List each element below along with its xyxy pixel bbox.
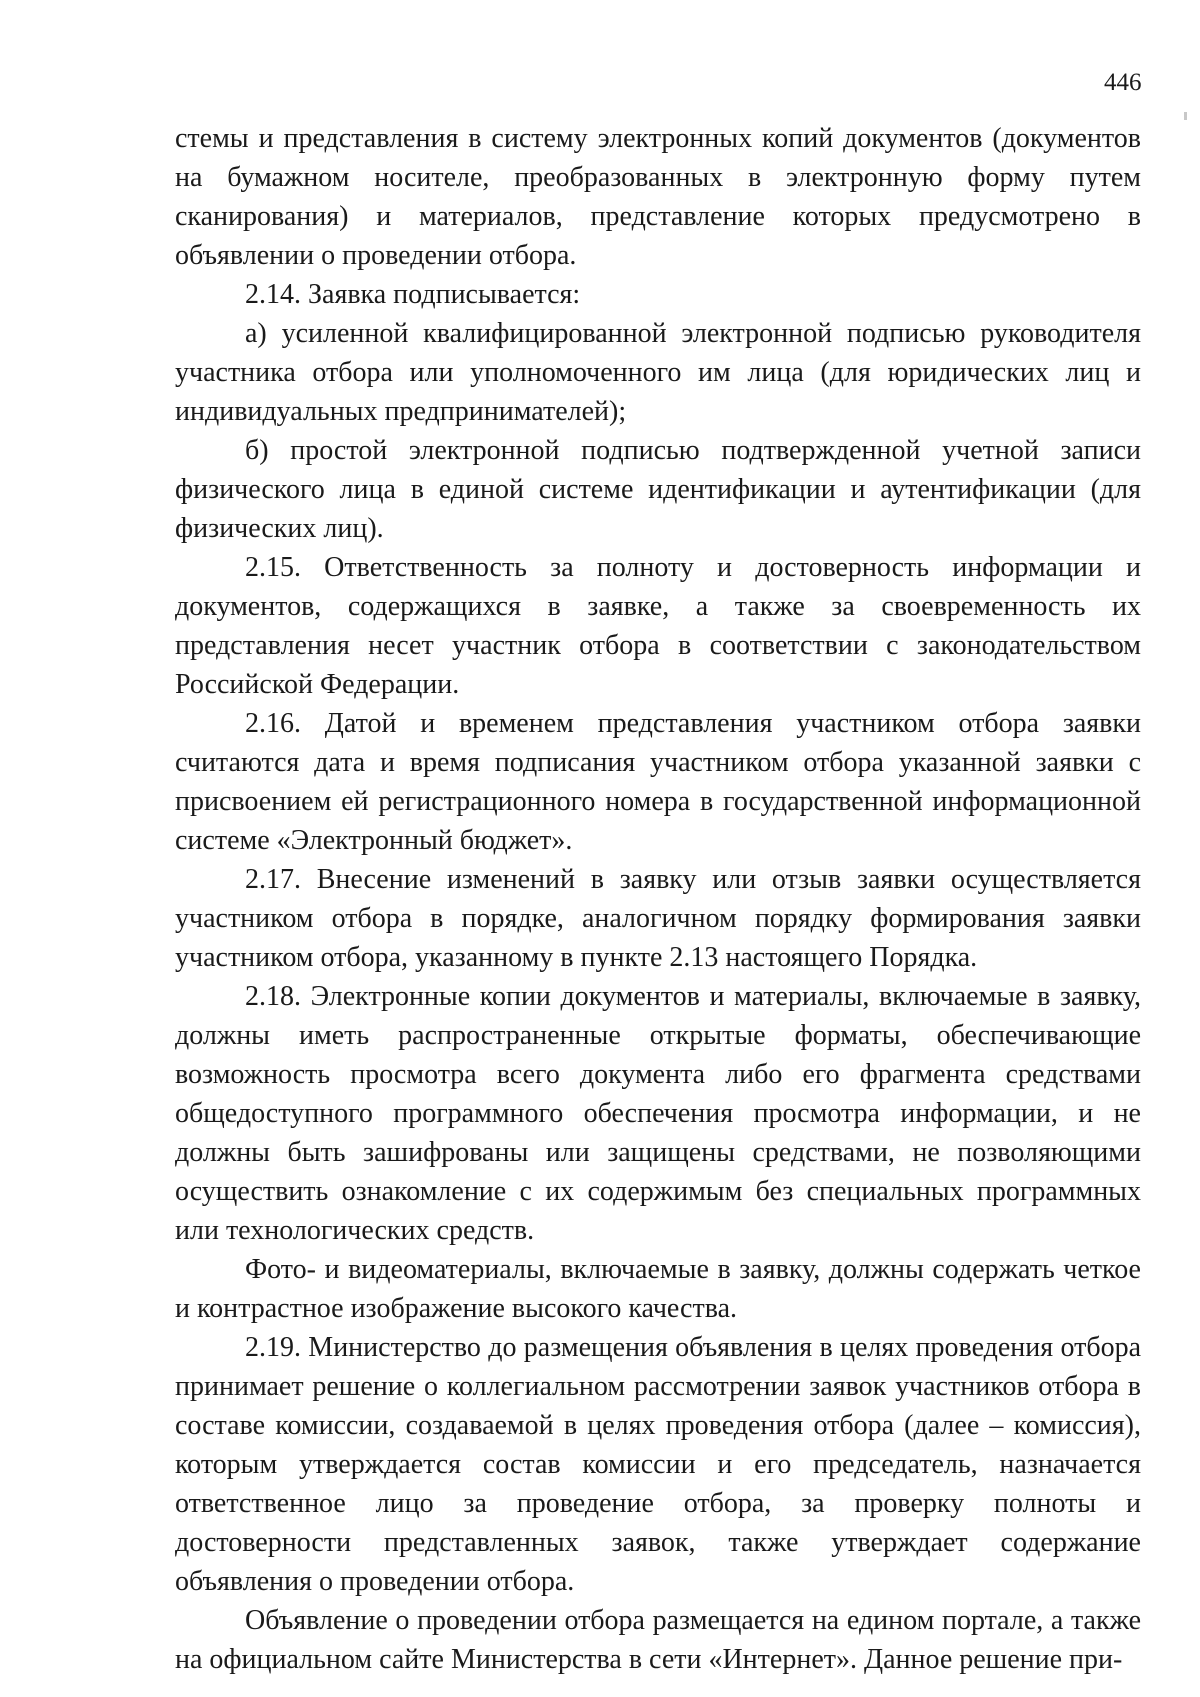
paragraph: 2.16. Датой и временем представления участником отбора заявки считаются дата и время подписания участником отбора указанной заявки с присвоением ей регистрационного номера в государственной информационной системе «Электронный бюджет». [175, 708, 1141, 856]
paragraph: 2.18. Электронные копии документов и материалы, включаемые в заявку, должны иметь распространенные открытые форматы, обеспечивающие возможность просмотра всего документа либо его фрагмента средствами общедоступного программного обеспечения просмотра информации, и не должны быть зашифрованы или защищены средствами, не позволяющими осуществить ознакомление с их содержимым без специальных программных или технологических средств. [175, 981, 1141, 1246]
paragraph: Фото- и видеоматериалы, включаемые в заявку, должны содержать четкое и контрастное изображение высокого качества. [175, 1254, 1141, 1324]
scan-artifact [1184, 112, 1187, 120]
paragraph: стемы и представления в систему электронных копий документов (документов на бумажном носителе, преобразованных в электронную форму путем сканирования) и материалов, представление которых предусмотрено в объявлении о проведении отбора. [175, 123, 1141, 271]
paragraph: б) простой электронной подписью подтвержденной учетной записи физического лица в единой системе идентификации и аутентификации (для физических лиц). [175, 435, 1141, 544]
document-body [175, 119, 1141, 1679]
paragraph: 2.14. Заявка подписывается: [245, 279, 581, 310]
paragraph: а) усиленной квалифицированной электронной подписью руководителя участника отбора или уполномоченного им лица (для юридических лиц и индивидуальных предпринимателей); [175, 318, 1141, 427]
paragraph: 2.15. Ответственность за полноту и достоверность информации и документов, содержащихся в заявке, а также за своевременность их представления несет участник отбора в соответствии с законодательством Российской Федерации. [175, 552, 1141, 700]
paragraph: Объявление о проведении отбора размещается на едином портале, а также на официальном сайте Министерства в сети «Интернет». Данное решение при- [175, 1605, 1141, 1675]
page-number: 446 [1104, 69, 1142, 96]
paragraph: 2.19. Министерство до размещения объявления в целях проведения отбора принимает решение о коллегиальном рассмотрении заявок участников отбора в составе комиссии, создаваемой в целях проведения отбора (далее – комиссия), которым утверждается состав комиссии и его председатель, назначается ответственное лицо за проведение отбора, за проверку полноты и достоверности представленных заявок, также утверждает содержание объявления о проведении отбора. [175, 1332, 1141, 1597]
paragraph: 2.17. Внесение изменений в заявку или отзыв заявки осуществляется участником отбора в порядке, аналогичном порядку формирования заявки участником отбора, указанному в пункте 2.13 настоящего Порядка. [175, 864, 1141, 973]
